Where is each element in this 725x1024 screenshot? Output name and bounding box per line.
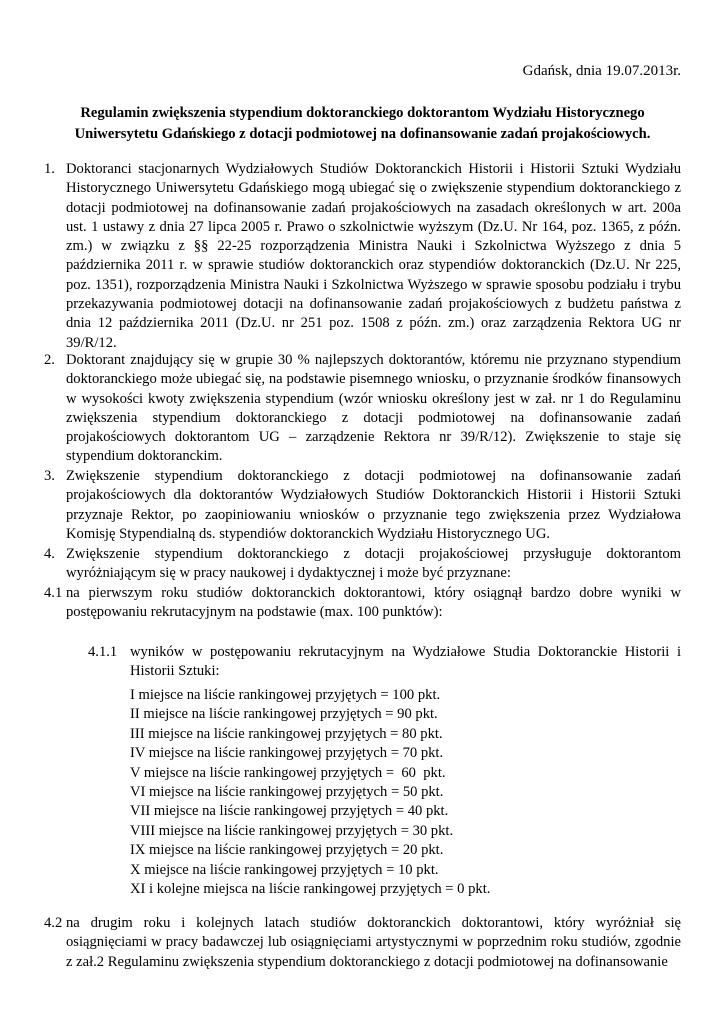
ranking-item: VII miejsce na liście rankingowej przyjętych = 40 pkt. — [130, 803, 449, 820]
title-line-2: Uniwersytetu Gdańskiego z dotacji podmiotowej na dofinansowanie zadań projakościowych. — [74, 125, 651, 142]
item-3-number: 3. — [44, 468, 55, 484]
item-4-1-1-text: wyników w postępowaniu rekrutacyjnym na Wydziałowe Studia Doktoranckie Historii i Historii Sztuki: — [130, 644, 681, 680]
item-1-text: Doktoranci stacjonarnych Wydziałowych Studiów Doktoranckich Historii i Historii Sztuki Wydziału Historycznego Uniwersytetu Gdańskiego mogą ubiegać się o zwiększenie stypendium doktoranckiego z dotacji podmiotowej na dofinansowanie zadań projakościowych na zasadach określonych w art. 200a ust. 1 ustawy z dnia 27 lipca 2005 r. Prawo o szkolnictwie wyższym (Dz.U. Nr 164, poz. 1365, z późn. zm.) w związku z §§ 22-25 rozporządzenia Ministra Nauki i Szkolnictwa Wyższego z dnia 5 października 2011 r. w sprawie studiów doktoranckich oraz stypendiów doktoranckich (Dz.U. Nr 225, poz. 1351), rozporządzenia Ministra Nauki i Szkolnictwa Wyższego w sprawie sposobu podziału i trybu przekazywania podmiotowej dotacji na dofinansowanie zadań projakościowych z budżetu państwa z dnia 12 października 2011 (Dz.U. nr 251 poz. 1508 z późn. zm.) oraz zarządzenia Rektora UG nr 39/R/12. — [66, 161, 681, 351]
item-4-text: Zwiększenie stypendium doktoranckiego z dotacji projakościowej przysługuje doktorantom wyróżniającym się w pracy naukowej i dydaktycznej i może być przyznane: — [66, 546, 681, 582]
ranking-item: V miejsce na liście rankingowej przyjętych = 60 pkt. — [130, 764, 446, 781]
item-2-text: Doktorant znajdujący się w grupie 30 % najlepszych doktorantów, któremu nie przyznano stypendium doktoranckiego może ubiegać się, na podstawie pisemnego wniosku, o przyznanie środków finansowych w wysokości kwoty zwiększenia stypendium (wzór wniosku określony jest w zał. nr 1 do Regulaminu zwiększenia stypendium doktoranckiego z dotacji podmiotowej na dofinansowanie zadań projakościowych doktorantom UG – zarządzenie Rektora nr 39/R/12). Zwiększenie to staje się stypendium doktoranckim. — [66, 352, 681, 465]
ranking-item: II miejsce na liście rankingowej przyjętych = 90 pkt. — [130, 706, 438, 723]
ranking-item: III miejsce na liście rankingowej przyjętych = 80 pkt. — [130, 725, 443, 742]
item-4-1-number: 4.1 — [44, 585, 63, 601]
item-4-1-1-number: 4.1.1 — [88, 644, 118, 660]
document-title — [60, 103, 665, 144]
item-4-number: 4. — [44, 546, 55, 562]
ranking-item: VIII miejsce na liście rankingowej przyjętych = 30 pkt. — [130, 822, 454, 839]
title-line-1: Regulamin zwiększenia stypendium doktoranckiego doktorantom Wydziału Historycznego — [80, 105, 645, 121]
item-1-number: 1. — [44, 161, 55, 177]
ranking-item: X miejsce na liście rankingowej przyjętych = 10 pkt. — [130, 861, 439, 878]
ranking-list — [130, 686, 490, 899]
ranking-item: VI miejsce na liście rankingowej przyjętych = 50 pkt. — [130, 784, 444, 801]
item-2-number: 2. — [44, 352, 55, 368]
item-3-text: Zwiększenie stypendium doktoranckiego z dotacji podmiotowej na dofinansowanie zadań projakościowych dla doktorantów Wydziałowych Studiów Doktoranckich Historii i Historii Sztuki przyznaje Rektor, po zaopiniowaniu wniosków o przyznanie tego zwiększenia przez Wydziałowa Komisję Stypendialną ds. stypendiów doktoranckich Wydziału Historycznego UG. — [66, 468, 681, 542]
document-date: Gdańsk, dnia 19.07.2013r. — [522, 63, 681, 79]
item-4-2-text: na drugim roku i kolejnych latach studiów doktoranckich doktorantowi, który wyróżniał się osiągnięciami w pracy badawczej lub osiągnięciami artystycznymi w poprzednim roku studiów, zgodnie z zał.2 Regulaminu zwiększenia stypendium doktoranckiego z dotacji podmiotowej na dofinansowanie — [66, 915, 681, 970]
item-4-1-text: na pierwszym roku studiów doktoranckich doktorantowi, który osiągnął bardzo dobre wyniki w postępowaniu rekrutacyjnym na podstawie (max. 100 punktów): — [66, 585, 681, 621]
ranking-item: XI i kolejne miejsca na liście rankingowej przyjętych = 0 pkt. — [130, 881, 491, 898]
item-4-2-number: 4.2 — [44, 915, 63, 931]
ranking-item: IV miejsce na liście rankingowej przyjętych = 70 pkt. — [130, 745, 444, 762]
ranking-item: IX miejsce na liście rankingowej przyjętych = 20 pkt. — [130, 842, 444, 859]
ranking-item: I miejsce na liście rankingowej przyjętych = 100 pkt. — [130, 687, 441, 703]
